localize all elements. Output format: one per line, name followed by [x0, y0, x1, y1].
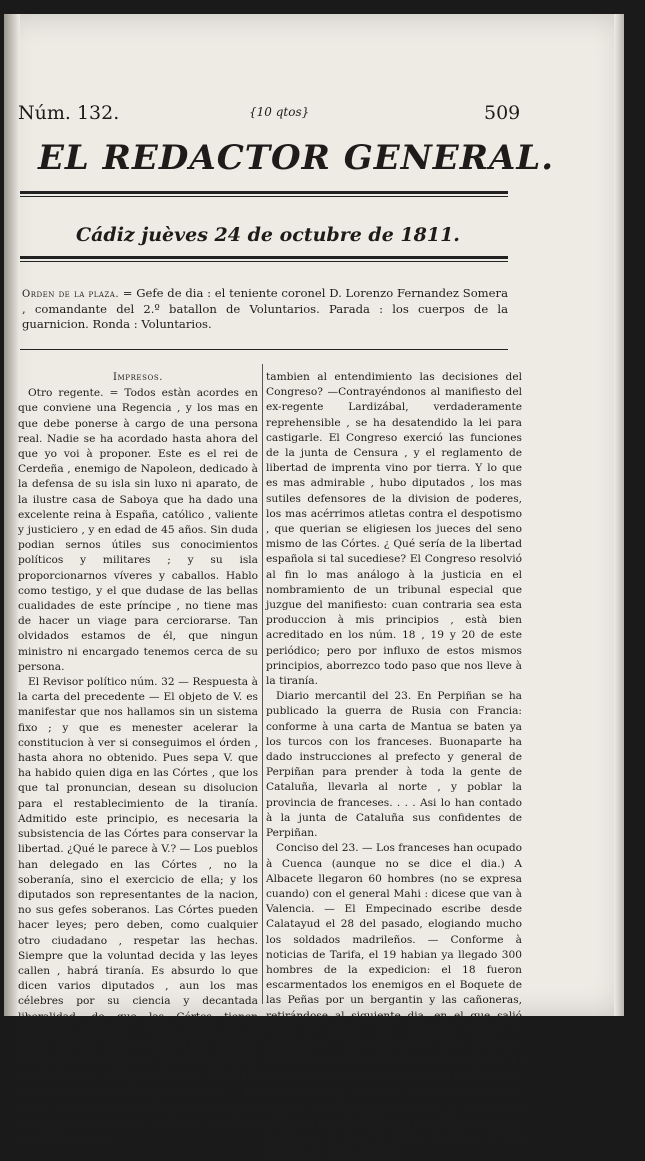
masthead-rule-top: [20, 191, 508, 194]
section-rule: [20, 349, 508, 350]
page-number: 509: [484, 102, 521, 124]
dateline-rule-thin: [20, 261, 508, 262]
article-diario-mercantil: Diario mercantil del 23. En Perpiñan se ha publicado la guerra de Rusia con Francia: conforme à una carta de Mantua se baten ya los turcos con los franceses. Buonaparte ha dado instrucciones al prefecto y general de Perpiñan para prender à toda la gente de Cataluña, llevarla al norte , y poblar la provincia de franceses. . . . Asi lo han contado à la junta de Cataluña sus confidentes de Perpiñan.: [266, 690, 522, 840]
orden-label: Orden de la plaza.: [22, 289, 120, 300]
issue-price: {10 qtos}: [249, 105, 310, 119]
right-column: [266, 370, 522, 1161]
article-otro-regente: Otro regente. = Todos estàn acordes en que conviene una Regencia , y los mas en que debe ponerse à cargo de una persona real. Nadie se ha acordado hasta ahora del que yo voi à proponer. Este es el rei de Cerdeña , enemigo de Napoleon, dedicado à la defensa de su isla sin luxo ni aparato, de la ilustre casa de Saboya que ha dado una excelente reina à España, católico , valiente y justiciero , y en edad de 45 años. Sin duda podian sernos útiles sus conocimientos políticos y militares ; y su isla proporcionarnos víveres y caballos. Hablo como testigo, y el que dudase de las bellas cualidades de este príncipe , no tiene mas de hacer un viage para cerciorarse. Tan olvidados estamos de él, que ningun ministro ni encargado tenemos cerca de su persona.: [18, 387, 258, 673]
article-revisor-politico: El Revisor político núm. 32 — Respuesta à la carta del precedente — El objeto de V. es manifestar que nos hallamos sin un sistema fixo ; y que es menester acelerar la constitucion à ver si conseguimos el órden , hasta ahora no obtenido. Pues sepa V. que ha habido quien diga en las Córtes , que los que tal pronuncian, desean su disolucion para el restablecimiento de la tiranía. Admitido este principio, es necesaria la subsistencia de las Córtes para conservar la libertad. ¿Qué le parece à V.? — Los pueblos han delegado en las Córtes , no la soberanía, sino el exercicio de ella; y los diputados son representantes de la nacion, no sus gefes soberanos. Las Córtes pueden hacer leyes; pero deben, como cualquier otro ciudadano , respetar las hechas. Siempre que la voluntad decida y las leyes callen , habrá tiranía. Es absurdo lo que dicen varios diputados , aun los mas célebres por su ciencia y decantada liberalidad, de que las Córtes tienen autoridad para todo , y que ¿quien será el osado que lo dispute? Reprobar algunas decisiones del Congreso, no es dudar de la legitimidad de su representacion, ni de los derechos del pueblo representado. ¿ Es acaso, fe mismo prestarse à la obediencia que al convencimiento? ¿Obligan no solo à la voluntad, sino: [18, 676, 258, 1145]
newspaper-page: [4, 14, 624, 1159]
article-conciso: Conciso del 23. — Los franceses han ocupado à Cuenca (aunque no se dice el dia.) A Albacete llegaron 60 hombres (no se expresa cuando) con el general Mahi : dicese que van à Valencia. — El Empecinado escribe desde Calatayud el 28 del pasado, elogiando mucho los soldados madrileños. — Conforme à noticias de Tarifa, el 19 habian ya llegado 300 hombres de la expedicion: el 18 fueron escarmentados los enemigos en el Boquete de las Peñas por un bergantin y las cañoneras, retirándose al siguiente dia, en el que salió tropa de Tarifa con artillería volante à acamparse , presumiéndose que formasen baterías en las alturas inmediatas à la plaza. El 20 hubo un choque en las casas del Porro entre los franceses y patriotas, muriendo 2 de estos, y 9 de aquellos con un oficial. — La marina británica cuenta 1023 buques, de los cuales se hallan en el mar 95 navíos de línea, y 500 buques de inferior porte.: [266, 842, 522, 1159]
page-edge: [614, 14, 624, 1016]
dateline: Cádiz juèves 24 de octubre de 1811.: [76, 224, 460, 246]
article-continuation: tambien al entendimiento las decisiones del Congreso? —Contrayéndonos al manifiesto del ex-regente Lardizábal, verdaderamente reprehensible , se ha desatendido la lei para castigarle. El Congreso exerció las funciones de la junta de Censura , y el reglamento de libertad de imprenta vino por tierra. Y lo que es mas admirable , hubo diputados , los mas sutiles defensores de la division de poderes, los mas acérrimos atletas contra el despotismo , que querian se eligiesen los jueces del seno mismo de las Córtes. ¿ Qué sería de la libertad española si tal sucediese? El Congreso resolvió al fin lo mas análogo à la justicia en el nombramiento de un tribunal especial que juzgue del manifiesto: cuan contraria sea esta produccion à mis principios , està bien acreditado en los núm. 18 , 19 y 20 de este periódico; pero por influxo de estos mismos principios, aborrezco todo paso que nos lleve à la tiranía.: [266, 371, 522, 688]
masthead-rule-top-thin: [20, 196, 508, 197]
column-divider: [262, 364, 263, 1004]
issue-number: Núm. 132.: [18, 102, 120, 124]
orden-text: = Gefe de dia : el teniente coronel D. Lorenzo Fernandez Somera , comandante del 2.º batallon de Voluntarios. Parada : los cuerpos de la guarnicion. Ronda : Voluntarios.: [22, 286, 508, 331]
masthead-title: EL REDACTOR GENERAL.: [38, 138, 555, 178]
dateline-rule: [20, 256, 508, 259]
impresos-heading: Impresos.: [112, 372, 164, 383]
left-column: [18, 370, 258, 1146]
orden-de-la-plaza: [22, 286, 508, 332]
